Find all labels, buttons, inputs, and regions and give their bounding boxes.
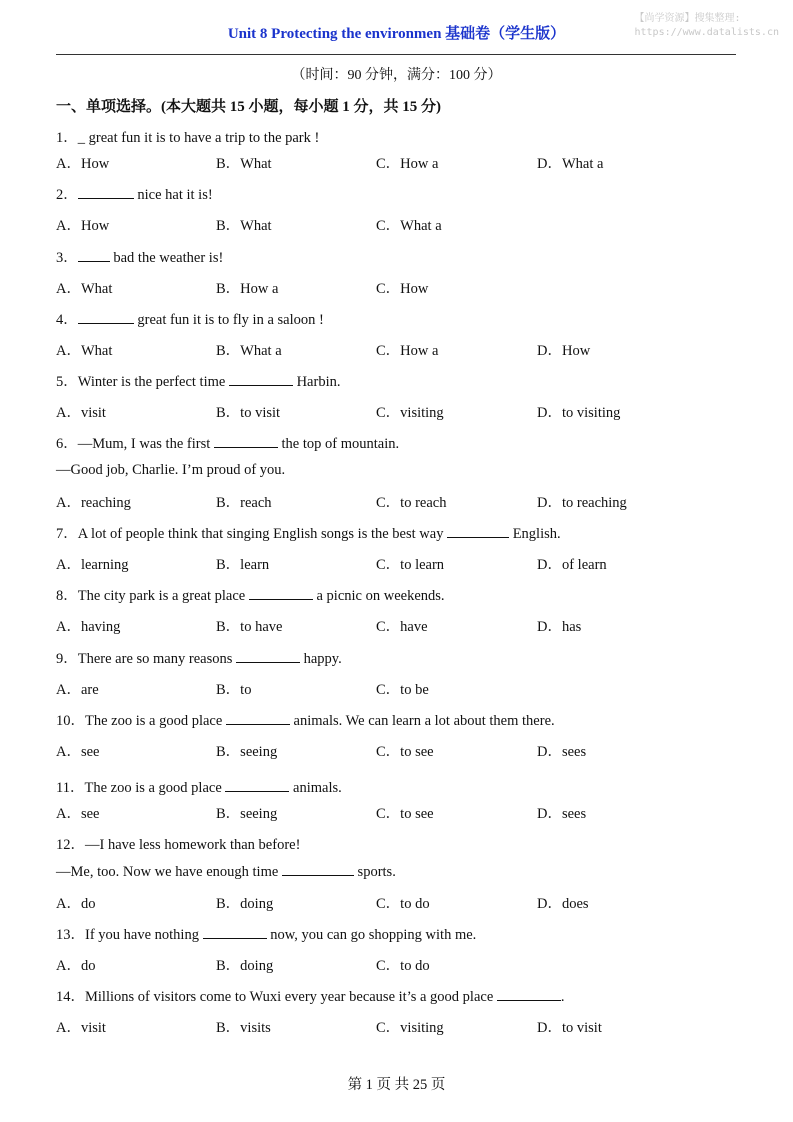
answer-blank[interactable] [203,926,267,939]
option-b: B．to visit [216,405,281,421]
option-d: D．does [537,896,589,912]
option-a: A．see [56,744,100,760]
watermark-line-1: 【尚学资源】搜集整理: [634,13,741,24]
option-d: D．What a [537,156,604,172]
question-text: —Good job, Charlie. I’m proud of you. [56,462,286,478]
option-d: D．sees [537,806,587,822]
question-13 [56,923,476,944]
option-b: B．seeing [216,806,278,822]
option-b: B．reach [216,495,272,511]
question-text: 10．The zoo is a good place [56,713,226,729]
option-a: A．see [56,806,100,822]
question-text: animals. We can learn a lot about them there. [289,713,555,729]
question-11 [56,776,342,797]
option-c: C．have [376,619,428,635]
question-text: English. [509,526,561,542]
option-a: A．having [56,619,121,635]
question-text: happy. [299,651,342,667]
option-a: A．learning [56,557,129,573]
option-b: B．How a [216,281,279,297]
option-a: A．visit [56,405,106,421]
question-6-response [56,462,285,479]
option-b: B．learn [216,557,270,573]
answer-blank[interactable] [226,712,290,725]
question-1 [56,126,319,147]
question-10 [56,709,555,730]
answer-blank[interactable] [282,863,354,876]
option-a: A．How [56,218,110,234]
question-text: bad the weather is! [109,250,224,266]
option-c: C．How [376,281,429,297]
question-text: nice hat it is! [133,187,213,203]
option-c: C．What a [376,218,442,234]
option-a: A．How [56,156,110,172]
question-12-response [56,863,396,881]
question-text: 7．A lot of people think that singing English songs is the best way [56,526,448,542]
option-a: A．do [56,958,96,974]
page-footer: 第 1 页 共 25 页 [347,1077,446,1093]
question-text: great fun it is to have a trip to the park ! [88,130,320,146]
option-c: C．How a [376,156,439,172]
question-9 [56,647,342,668]
question-text: great fun it is to fly in a saloon ! [133,312,324,328]
option-a: A．do [56,896,96,912]
answer-blank[interactable] [229,373,293,386]
answer-blank[interactable] [78,249,110,262]
option-c: C．visiting [376,1020,444,1036]
option-d: D．to visiting [537,405,621,421]
question-text: 5．Winter is the perfect time [56,374,229,390]
question-text: 3． [56,250,78,266]
question-text: now, you can go shopping with me. [266,927,477,943]
question-text: 6．—Mum, I was the first [56,436,214,452]
question-text: sports. [353,864,396,880]
question-14 [56,985,565,1006]
option-c: C．How a [376,343,439,359]
exam-info: （时间：90 分钟，满分：100 分） [291,68,502,83]
question-8 [56,584,445,605]
question-text: animals. [289,780,342,796]
option-c: C．to see [376,806,434,822]
question-text: 8．The city park is a great place [56,588,249,604]
question-text: —Me, too. Now we have enough time [56,864,282,880]
option-c: C．visiting [376,405,444,421]
option-b: B．What [216,156,272,172]
option-a: A．visit [56,1020,106,1036]
option-b: B．seeing [216,744,278,760]
section-title: 一、单项选择。(本大题共 15 小题，每小题 1 分，共 15 分) [56,99,441,115]
option-b: B．doing [216,958,274,974]
question-text: 2． [56,187,78,203]
option-b: B．visits [216,1020,271,1036]
answer-blank[interactable] [214,435,278,448]
answer-blank[interactable] [236,650,300,663]
option-a: A．What [56,281,113,297]
question-text: a picnic on weekends. [312,588,445,604]
question-text: Harbin. [292,374,341,390]
question-12 [56,833,300,854]
header-title: Unit 8 Protecting the environmen 基础卷（学生版） [227,26,566,42]
option-b: B．What [216,218,272,234]
option-a: A．are [56,682,99,698]
question-5 [56,370,340,391]
question-2 [56,183,213,204]
question-text: . [560,989,565,1005]
option-d: D．How [537,343,591,359]
watermark [635,12,780,40]
option-c: C．to see [376,744,434,760]
question-6 [56,432,399,453]
option-b: B．What a [216,343,282,359]
question-text: 12．—I have less homework than before! [56,837,301,853]
question-text: 9．There are so many reasons [56,651,236,667]
option-b: B．doing [216,896,274,912]
question-text: 11．The zoo is a good place [56,780,226,796]
option-c: C．to learn [376,557,445,573]
option-c: C．to do [376,896,430,912]
option-d: D．sees [537,744,587,760]
option-a: A．What [56,343,113,359]
option-c: C．to reach [376,495,447,511]
question-3 [56,246,223,267]
option-b: B．to [216,682,252,698]
option-a: A．reaching [56,495,131,511]
question-text: 13．If you have nothing [56,927,203,943]
answer-blank[interactable] [447,525,509,538]
answer-blank[interactable] [497,988,561,1001]
option-d: D．has [537,619,582,635]
option-d: D．of learn [537,557,607,573]
option-d: D．to visit [537,1020,602,1036]
question-text: the top of mountain. [277,436,400,452]
question-text: 1．_ [56,130,89,146]
question-4 [56,308,324,329]
option-c: C．to do [376,958,430,974]
answer-blank[interactable] [78,311,134,324]
watermark-line-2: https://www.datalists.cn [634,27,779,38]
option-d: D．to reaching [537,495,627,511]
answer-blank[interactable] [249,587,313,600]
header-divider [56,54,736,55]
question-text: 14．Millions of visitors come to Wuxi every year because it’s a good place [56,989,497,1005]
question-7 [56,522,561,543]
answer-blank[interactable] [225,779,289,792]
question-text: 4． [56,312,78,328]
answer-blank[interactable] [78,186,134,199]
option-c: C．to be [376,682,429,698]
option-b: B．to have [216,619,283,635]
